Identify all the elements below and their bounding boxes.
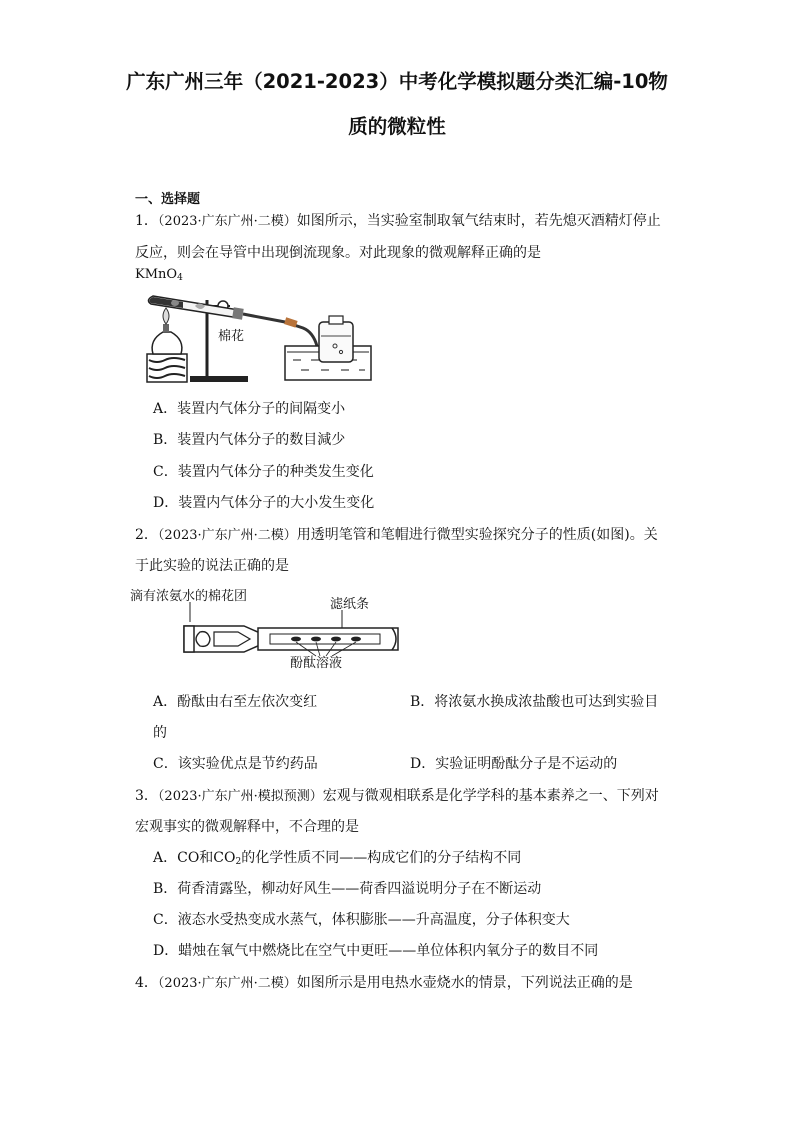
q3-option-d[interactable]: D．蜡烛在氧气中燃烧比在空气中更旺——单位体积内氧分子的数目不同: [153, 943, 599, 959]
q4-stem-text-1: 如图所示是用电热水壶烧水的情景，下列说法正确的是: [296, 975, 633, 991]
q1-option-a[interactable]: A．装置内气体分子的间隔变小: [153, 401, 346, 417]
q1-stem-line-2: 反应，则会在导管中出现倒流现象。对此现象的微观解释正确的是: [135, 245, 541, 261]
q3-option-b[interactable]: B．荷香清露坠，柳动好风生——荷香四溢说明分子在不断运动: [153, 881, 542, 897]
q3-stem-line-1: [135, 788, 659, 805]
q1-kmno4-label: KMnO$_4$: [135, 267, 183, 283]
q1-option-d[interactable]: D．装置内气体分子的大小发生变化: [153, 495, 375, 511]
q3-number: 3．: [135, 788, 158, 804]
q2-stem-text-1: 用透明笔管和笔帽进行微型实验探究分子的性质(如图)。关: [296, 527, 658, 543]
q2-pen-tube-figure: [130, 590, 410, 675]
q2-option-b[interactable]: B．将浓氨水换成浓盐酸也可达到实验目: [410, 694, 659, 710]
q2-filter-paper-label: 滤纸条: [330, 597, 370, 612]
q3-option-c[interactable]: C．液态水受热变成水蒸气，体积膨胀——升高温度，分子体积变大: [153, 912, 570, 928]
q2-stem-line-1: [135, 527, 658, 544]
q2-cotton-label: 滴有浓氨水的棉花团: [130, 589, 248, 604]
q1-apparatus-figure: [135, 266, 375, 388]
q2-option-c[interactable]: C．该实验优点是节约药品: [153, 756, 318, 772]
q1-number: 1．: [135, 213, 158, 229]
page-title-line-1: 广东广州三年（2021-2023）中考化学模拟题分类汇编-10物: [126, 70, 668, 93]
q1-stem-line-1: [135, 213, 661, 230]
q1-source: （2023·广东广州·二模）: [157, 214, 297, 229]
q3-stem-text-1: 宏观与微观相联系是化学学科的基本素养之一、下列对: [322, 788, 659, 804]
q1-option-b[interactable]: B．装置内气体分子的数目減少: [153, 432, 346, 448]
q2-option-b-continued: 的: [153, 725, 167, 741]
q2-option-a[interactable]: A．酚酞由右至左依次变红: [153, 694, 318, 710]
q4-source: （2023·广东广州·二模）: [157, 976, 297, 991]
q3-stem-line-2: 宏观事实的微观解释中，不合理的是: [135, 819, 359, 835]
q2-option-d[interactable]: D．实验证明酚酞分子是不运动的: [410, 756, 618, 772]
q4-stem-line-1: [135, 975, 633, 992]
q2-source: （2023·广东广州·二模）: [157, 528, 297, 543]
q3-option-a[interactable]: A．CO和$CO_2$的化学性质不同——构成它们的分子结构不同: [153, 850, 522, 867]
section-heading: 一、选择题: [135, 192, 201, 207]
q4-number: 4．: [135, 975, 158, 991]
q1-option-c[interactable]: C．装置内气体分子的种类发生变化: [153, 464, 374, 480]
q1-cotton-label: 棉花: [218, 329, 245, 344]
q1-stem-text-1: 如图所示，当实验室制取氧气结束时，若先熄灭酒精灯停止: [296, 213, 661, 229]
q2-indicator-label: 酚酞溶液: [290, 656, 343, 671]
q3-source: （2023·广东广州·模拟预测）: [157, 789, 323, 804]
page-title-line-2: 质的微粒性: [348, 115, 446, 138]
q2-number: 2．: [135, 527, 158, 543]
q2-stem-line-2: 于此实验的说法正确的是: [135, 558, 289, 574]
